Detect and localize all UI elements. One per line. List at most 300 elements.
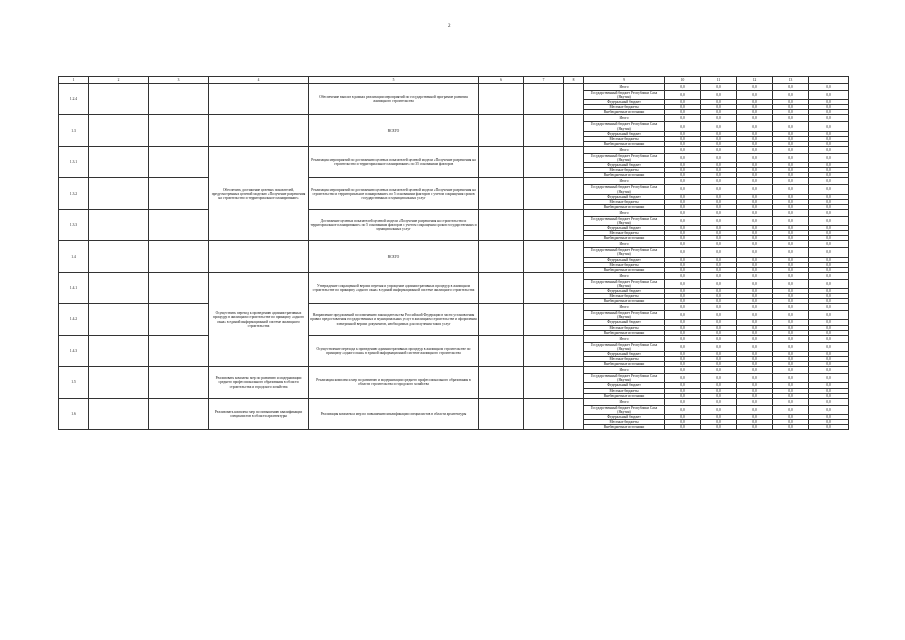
source-cell: Местные бюджеты — [584, 105, 665, 110]
value-cell: 0,0 — [737, 294, 773, 299]
value-cell: 0,0 — [809, 199, 849, 204]
value-cell: 0,0 — [665, 122, 701, 131]
value-cell: 0,0 — [737, 267, 773, 272]
value-cell: 0,0 — [737, 299, 773, 304]
value-cell: 0,0 — [773, 357, 809, 362]
value-cell: 0,0 — [773, 216, 809, 225]
source-cell: Федеральный бюджет — [584, 100, 665, 105]
empty-cell — [479, 146, 524, 177]
value-cell: 0,0 — [701, 289, 737, 294]
value-cell: 0,0 — [665, 105, 701, 110]
task-name-cell — [209, 241, 309, 272]
source-cell: Государственный бюджет Республики Саха (Якутия) — [584, 216, 665, 225]
empty-cell — [89, 209, 149, 240]
source-cell: Итого — [584, 178, 665, 185]
value-cell: 0,0 — [701, 294, 737, 299]
value-cell: 0,0 — [773, 320, 809, 325]
value-cell: 0,0 — [809, 173, 849, 178]
value-cell: 0,0 — [701, 272, 737, 279]
value-cell: 0,0 — [809, 194, 849, 199]
empty-cell — [89, 115, 149, 146]
value-cell: 0,0 — [665, 330, 701, 335]
value-cell: 0,0 — [701, 335, 737, 342]
value-cell: 0,0 — [737, 236, 773, 241]
source-cell: Внебюджетные источники — [584, 393, 665, 398]
table-row — [59, 335, 849, 342]
source-cell: Местные бюджеты — [584, 231, 665, 236]
value-cell: 0,0 — [737, 185, 773, 194]
value-cell: 0,0 — [737, 272, 773, 279]
value-cell: 0,0 — [773, 185, 809, 194]
header-cell — [809, 77, 849, 84]
source-cell: Итого — [584, 84, 665, 91]
empty-cell — [524, 304, 564, 335]
table-row — [59, 115, 849, 122]
empty-cell — [89, 84, 149, 115]
value-cell: 0,0 — [737, 209, 773, 216]
table-row — [59, 209, 849, 216]
value-cell: 0,0 — [665, 257, 701, 262]
value-cell: 0,0 — [737, 199, 773, 204]
value-cell: 0,0 — [773, 311, 809, 320]
value-cell: 0,0 — [701, 311, 737, 320]
row-number-cell: 1.4 — [59, 241, 89, 272]
empty-cell — [524, 367, 564, 398]
empty-cell — [564, 209, 584, 240]
value-cell: 0,0 — [773, 168, 809, 173]
value-cell: 0,0 — [773, 115, 809, 122]
value-cell: 0,0 — [773, 100, 809, 105]
header-cell: 11 — [701, 77, 737, 84]
event-cell: Обеспечение выплат в рамках реализации мероприятий по государственной программе развития жилищного строительства — [309, 84, 479, 115]
value-cell: 0,0 — [773, 248, 809, 257]
value-cell: 0,0 — [773, 110, 809, 115]
source-cell: Внебюджетные источники — [584, 204, 665, 209]
header-cell: 10 — [665, 77, 701, 84]
event-cell: Осуществление перехода к проведению административных процедур в жилищном строительстве по принципу «одного окна» в единой информационной системе жилищного строительства — [309, 335, 479, 366]
empty-cell — [89, 241, 149, 272]
value-cell: 0,0 — [701, 304, 737, 311]
header-cell: 13 — [773, 77, 809, 84]
value-cell: 0,0 — [773, 91, 809, 100]
value-cell: 0,0 — [737, 320, 773, 325]
value-cell: 0,0 — [773, 393, 809, 398]
value-cell: 0,0 — [773, 231, 809, 236]
value-cell: 0,0 — [809, 153, 849, 162]
value-cell: 0,0 — [809, 325, 849, 330]
empty-cell — [479, 335, 524, 366]
value-cell: 0,0 — [773, 141, 809, 146]
header-cell: 1 — [59, 77, 89, 84]
value-cell: 0,0 — [737, 146, 773, 153]
source-cell: Внебюджетные источники — [584, 110, 665, 115]
value-cell: 0,0 — [665, 236, 701, 241]
value-cell: 0,0 — [701, 100, 737, 105]
value-cell: 0,0 — [665, 248, 701, 257]
value-cell: 0,0 — [809, 294, 849, 299]
value-cell: 0,0 — [665, 367, 701, 374]
row-number-cell: 1.2.4 — [59, 84, 89, 115]
value-cell: 0,0 — [665, 289, 701, 294]
empty-cell — [89, 335, 149, 366]
budget-table — [58, 76, 849, 430]
value-cell: 0,0 — [773, 299, 809, 304]
value-cell: 0,0 — [809, 398, 849, 405]
row-number-cell: 1.4.1 — [59, 272, 89, 303]
empty-cell — [564, 178, 584, 209]
value-cell: 0,0 — [701, 168, 737, 173]
task-name-cell: Реализовать комплекс мер по развитию и модернизации среднего профессионального образования в области строительства и городского хозяйства — [209, 367, 309, 398]
empty-cell — [479, 304, 524, 335]
value-cell: 0,0 — [737, 405, 773, 414]
source-cell: Итого — [584, 115, 665, 122]
value-cell: 0,0 — [701, 146, 737, 153]
value-cell: 0,0 — [665, 168, 701, 173]
value-cell: 0,0 — [701, 163, 737, 168]
source-cell: Местные бюджеты — [584, 388, 665, 393]
source-cell: Внебюджетные источники — [584, 299, 665, 304]
value-cell: 0,0 — [809, 241, 849, 248]
empty-cell — [564, 398, 584, 429]
empty-cell — [149, 304, 209, 335]
value-cell: 0,0 — [809, 105, 849, 110]
value-cell: 0,0 — [737, 325, 773, 330]
value-cell: 0,0 — [809, 131, 849, 136]
header-cell: 2 — [89, 77, 149, 84]
value-cell: 0,0 — [737, 362, 773, 367]
value-cell: 0,0 — [809, 226, 849, 231]
value-cell: 0,0 — [809, 115, 849, 122]
value-cell: 0,0 — [701, 199, 737, 204]
value-cell: 0,0 — [809, 248, 849, 257]
row-number-cell: 1.3.1 — [59, 146, 89, 177]
value-cell: 0,0 — [809, 304, 849, 311]
value-cell: 0,0 — [701, 204, 737, 209]
source-cell: Государственный бюджет Республики Саха (Якутия) — [584, 342, 665, 351]
value-cell: 0,0 — [665, 241, 701, 248]
value-cell: 0,0 — [701, 279, 737, 288]
value-cell: 0,0 — [665, 362, 701, 367]
source-cell: Итого — [584, 272, 665, 279]
value-cell: 0,0 — [773, 122, 809, 131]
event-cell: ВСЕГО — [309, 241, 479, 272]
value-cell: 0,0 — [737, 194, 773, 199]
value-cell: 0,0 — [665, 231, 701, 236]
empty-cell — [564, 335, 584, 366]
value-cell: 0,0 — [737, 367, 773, 374]
value-cell: 0,0 — [737, 374, 773, 383]
source-cell: Государственный бюджет Республики Саха (Якутия) — [584, 405, 665, 414]
task-name-cell: Реализовать комплекс мер по повышению квалификации специалистов в области архитектуры — [209, 398, 309, 429]
value-cell: 0,0 — [809, 393, 849, 398]
value-cell: 0,0 — [665, 136, 701, 141]
value-cell: 0,0 — [809, 388, 849, 393]
value-cell: 0,0 — [809, 425, 849, 430]
value-cell: 0,0 — [809, 122, 849, 131]
value-cell: 0,0 — [737, 204, 773, 209]
source-cell: Итого — [584, 398, 665, 405]
empty-cell — [524, 115, 564, 146]
value-cell: 0,0 — [737, 383, 773, 388]
empty-cell — [89, 178, 149, 209]
value-cell: 0,0 — [773, 374, 809, 383]
empty-cell — [89, 272, 149, 303]
source-cell: Местные бюджеты — [584, 136, 665, 141]
value-cell: 0,0 — [701, 367, 737, 374]
value-cell: 0,0 — [773, 146, 809, 153]
value-cell: 0,0 — [737, 388, 773, 393]
empty-cell — [564, 367, 584, 398]
value-cell: 0,0 — [701, 185, 737, 194]
value-cell: 0,0 — [665, 131, 701, 136]
source-cell: Итого — [584, 367, 665, 374]
value-cell: 0,0 — [809, 216, 849, 225]
value-cell: 0,0 — [737, 100, 773, 105]
source-cell: Внебюджетные источники — [584, 267, 665, 272]
value-cell: 0,0 — [665, 146, 701, 153]
empty-cell — [89, 304, 149, 335]
row-number-cell: 1.4.3 — [59, 335, 89, 366]
value-cell: 0,0 — [773, 272, 809, 279]
value-cell: 0,0 — [701, 357, 737, 362]
table-row — [59, 367, 849, 374]
value-cell: 0,0 — [809, 204, 849, 209]
value-cell: 0,0 — [665, 194, 701, 199]
row-number-cell: 1.5 — [59, 367, 89, 398]
value-cell: 0,0 — [773, 226, 809, 231]
value-cell: 0,0 — [665, 299, 701, 304]
value-cell: 0,0 — [701, 419, 737, 424]
value-cell: 0,0 — [737, 168, 773, 173]
row-number-cell: 1.4.2 — [59, 304, 89, 335]
value-cell: 0,0 — [809, 178, 849, 185]
value-cell: 0,0 — [737, 216, 773, 225]
source-cell: Федеральный бюджет — [584, 226, 665, 231]
value-cell: 0,0 — [773, 199, 809, 204]
value-cell: 0,0 — [809, 91, 849, 100]
value-cell: 0,0 — [665, 374, 701, 383]
empty-cell — [149, 241, 209, 272]
empty-cell — [149, 209, 209, 240]
table-row — [59, 272, 849, 279]
header-cell: 9 — [584, 77, 665, 84]
event-cell: Утверждение сокращенной версии перечня и упрощение административных процедур в жилищном строительстве по принципу «одного окна» в единой информационной системе жилищного строительства — [309, 272, 479, 303]
value-cell: 0,0 — [809, 405, 849, 414]
source-cell: Государственный бюджет Республики Саха (Якутия) — [584, 311, 665, 320]
value-cell: 0,0 — [809, 262, 849, 267]
value-cell: 0,0 — [809, 272, 849, 279]
value-cell: 0,0 — [809, 342, 849, 351]
value-cell: 0,0 — [737, 248, 773, 257]
value-cell: 0,0 — [773, 330, 809, 335]
empty-cell — [524, 209, 564, 240]
value-cell: 0,0 — [737, 226, 773, 231]
empty-cell — [479, 115, 524, 146]
value-cell: 0,0 — [737, 289, 773, 294]
value-cell: 0,0 — [773, 131, 809, 136]
source-cell: Государственный бюджет Республики Саха (Якутия) — [584, 122, 665, 131]
source-cell: Местные бюджеты — [584, 419, 665, 424]
value-cell: 0,0 — [773, 289, 809, 294]
event-cell: Реализация мероприятий по достижению целевых показателей целевой модели «Получение разрешения на строительство и территориальное планирование» по 35 основаниям факторов — [309, 146, 479, 177]
empty-cell — [524, 398, 564, 429]
empty-cell — [524, 272, 564, 303]
value-cell: 0,0 — [737, 262, 773, 267]
value-cell: 0,0 — [665, 325, 701, 330]
source-cell: Итого — [584, 209, 665, 216]
empty-cell — [479, 272, 524, 303]
value-cell: 0,0 — [665, 262, 701, 267]
value-cell: 0,0 — [701, 110, 737, 115]
table-row — [59, 178, 849, 185]
value-cell: 0,0 — [773, 163, 809, 168]
source-cell: Внебюджетные источники — [584, 236, 665, 241]
value-cell: 0,0 — [809, 163, 849, 168]
value-cell: 0,0 — [665, 304, 701, 311]
value-cell: 0,0 — [665, 320, 701, 325]
value-cell: 0,0 — [701, 362, 737, 367]
source-cell: Итого — [584, 304, 665, 311]
source-cell: Федеральный бюджет — [584, 320, 665, 325]
value-cell: 0,0 — [737, 279, 773, 288]
empty-cell — [524, 84, 564, 115]
value-cell: 0,0 — [809, 335, 849, 342]
value-cell: 0,0 — [773, 236, 809, 241]
empty-cell — [149, 272, 209, 303]
value-cell: 0,0 — [737, 342, 773, 351]
value-cell: 0,0 — [773, 388, 809, 393]
value-cell: 0,0 — [701, 248, 737, 257]
value-cell: 0,0 — [737, 115, 773, 122]
row-number-cell: 1.3.3 — [59, 209, 89, 240]
value-cell: 0,0 — [809, 362, 849, 367]
value-cell: 0,0 — [665, 115, 701, 122]
event-cell: Направление предложений по изменению законодательства Российской Федерации в части установления правил предоставления государственных и муниципальных услуг в жилищном строительстве и оформления электронной версии документов, необходимых для получения таких услуг — [309, 304, 479, 335]
value-cell: 0,0 — [809, 419, 849, 424]
event-cell: Достижение целевых показателей целевой модели «Получение разрешения на строительство и территориальное планирование» по 5 основаниям факторов с учетом сокращения сроков государственных и муниципальных услуг — [309, 209, 479, 240]
source-cell: Федеральный бюджет — [584, 351, 665, 356]
source-cell: Внебюджетные источники — [584, 362, 665, 367]
empty-cell — [89, 146, 149, 177]
value-cell: 0,0 — [701, 325, 737, 330]
value-cell: 0,0 — [809, 367, 849, 374]
empty-cell — [564, 84, 584, 115]
value-cell: 0,0 — [773, 362, 809, 367]
value-cell: 0,0 — [701, 383, 737, 388]
value-cell: 0,0 — [809, 84, 849, 91]
value-cell: 0,0 — [665, 84, 701, 91]
value-cell: 0,0 — [809, 279, 849, 288]
value-cell: 0,0 — [665, 185, 701, 194]
value-cell: 0,0 — [773, 419, 809, 424]
value-cell: 0,0 — [701, 405, 737, 414]
empty-cell — [149, 115, 209, 146]
page-number: 2 — [448, 24, 451, 29]
table-row — [59, 241, 849, 248]
value-cell: 0,0 — [773, 173, 809, 178]
value-cell: 0,0 — [773, 136, 809, 141]
value-cell: 0,0 — [701, 122, 737, 131]
budget-table-container — [58, 76, 848, 430]
value-cell: 0,0 — [701, 393, 737, 398]
empty-cell — [524, 146, 564, 177]
value-cell: 0,0 — [809, 168, 849, 173]
value-cell: 0,0 — [701, 84, 737, 91]
value-cell: 0,0 — [701, 425, 737, 430]
source-cell: Государственный бюджет Республики Саха (Якутия) — [584, 374, 665, 383]
value-cell: 0,0 — [665, 216, 701, 225]
event-cell: Реализация комплекса мер по повышению квалификации специалистов в области архитектуры — [309, 398, 479, 429]
header-cell: 8 — [564, 77, 584, 84]
value-cell: 0,0 — [665, 398, 701, 405]
value-cell: 0,0 — [809, 299, 849, 304]
value-cell: 0,0 — [737, 231, 773, 236]
value-cell: 0,0 — [665, 100, 701, 105]
value-cell: 0,0 — [665, 204, 701, 209]
value-cell: 0,0 — [773, 414, 809, 419]
value-cell: 0,0 — [665, 414, 701, 419]
source-cell: Федеральный бюджет — [584, 383, 665, 388]
value-cell: 0,0 — [809, 236, 849, 241]
value-cell: 0,0 — [737, 311, 773, 320]
value-cell: 0,0 — [701, 153, 737, 162]
value-cell: 0,0 — [773, 294, 809, 299]
empty-cell — [479, 367, 524, 398]
empty-cell — [479, 84, 524, 115]
value-cell: 0,0 — [737, 398, 773, 405]
value-cell: 0,0 — [809, 257, 849, 262]
value-cell: 0,0 — [665, 178, 701, 185]
value-cell: 0,0 — [665, 357, 701, 362]
value-cell: 0,0 — [665, 388, 701, 393]
empty-cell — [149, 335, 209, 366]
empty-cell — [564, 272, 584, 303]
value-cell: 0,0 — [773, 351, 809, 356]
value-cell: 0,0 — [809, 311, 849, 320]
header-cell: 3 — [149, 77, 209, 84]
empty-cell — [479, 178, 524, 209]
value-cell: 0,0 — [773, 405, 809, 414]
value-cell: 0,0 — [737, 153, 773, 162]
value-cell: 0,0 — [773, 425, 809, 430]
value-cell: 0,0 — [737, 136, 773, 141]
value-cell: 0,0 — [773, 367, 809, 374]
value-cell: 0,0 — [773, 241, 809, 248]
header-cell: 6 — [479, 77, 524, 84]
value-cell: 0,0 — [665, 272, 701, 279]
source-cell: Внебюджетные источники — [584, 141, 665, 146]
source-cell: Итого — [584, 146, 665, 153]
value-cell: 0,0 — [809, 267, 849, 272]
value-cell: 0,0 — [665, 267, 701, 272]
value-cell: 0,0 — [737, 131, 773, 136]
empty-cell — [149, 146, 209, 177]
row-number-cell: 1.3.2 — [59, 178, 89, 209]
event-cell: ВСЕГО — [309, 115, 479, 146]
value-cell: 0,0 — [809, 414, 849, 419]
empty-cell — [149, 398, 209, 429]
value-cell: 0,0 — [701, 330, 737, 335]
value-cell: 0,0 — [809, 209, 849, 216]
header-row — [59, 77, 849, 84]
value-cell: 0,0 — [701, 267, 737, 272]
task-name-cell — [209, 115, 309, 146]
value-cell: 0,0 — [701, 136, 737, 141]
value-cell: 0,0 — [665, 91, 701, 100]
value-cell: 0,0 — [665, 351, 701, 356]
value-cell: 0,0 — [701, 226, 737, 231]
value-cell: 0,0 — [737, 351, 773, 356]
